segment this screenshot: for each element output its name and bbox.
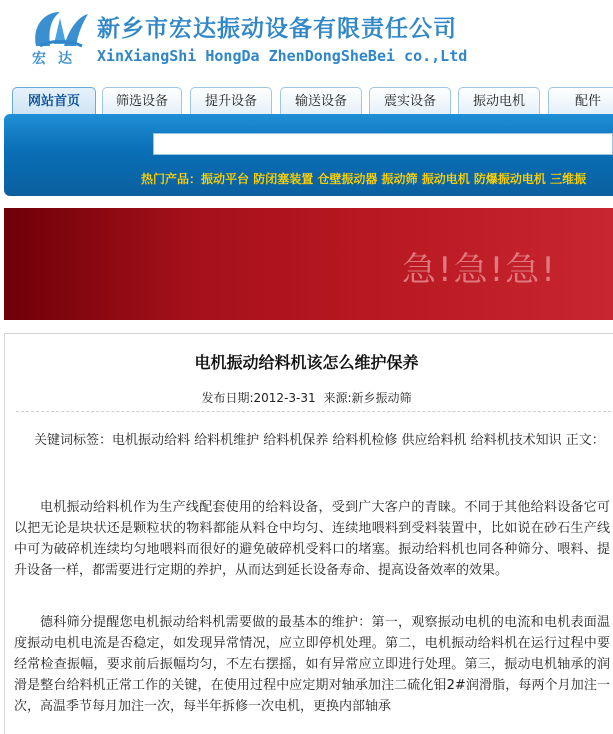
publish-date: 发布日期:2012-3-31 (201, 391, 316, 405)
site-header (0, 0, 613, 84)
divider (16, 411, 613, 412)
tab-compacting[interactable]: 震实设备 (369, 87, 451, 114)
article-paragraph-2: 德科筛分提醒您电机振动给料机需要做的最基本的维护：第一，观察振动电机的电流和电机表面温度振动电机电流是否稳定，如发现异常情况，应立即停机处理。第二，电机振动给料机在运行过程中要经常检查振幅，要求前后振幅均匀，不左右摆摇，如有异常应立即进行处理。第三，振动电机轴承的润滑是整台给料机正常工作的关键，在使用过程中应定期对轴承加注二硫化钼2#润滑脂，每两个月加注一次，高温季节每月加注一次，每半年拆修一次电机，更换内部轴承 (14, 615, 610, 714)
logo-text: 宏达 (32, 51, 84, 67)
hot-products-label: 热门产品： (141, 172, 202, 186)
hot-products (141, 170, 586, 187)
banner-text: 急!急!急! (402, 250, 557, 290)
main-nav (0, 84, 613, 114)
tab-lifting[interactable]: 提升设备 (190, 87, 272, 114)
hot-products-links[interactable]: 振动平台 防闭塞装置 仓壁振动器 振动筛 振动电机 防爆振动电机 三维振 (201, 172, 587, 186)
article-title: 电机振动给料机该怎么维护保养 (194, 353, 419, 372)
tab-screening[interactable]: 筛选设备 (102, 87, 182, 114)
tab-parts[interactable]: 配件 (548, 87, 613, 114)
keywords: 关键词标签：电机振动给料 给料机维护 给料机保养 给料机检修 供应给料机 给料机技术知识 正文： (34, 433, 605, 448)
company-name-en: XinXiangShi HongDa ZhenDongSheBei co.,Ltd (97, 47, 468, 65)
search-input[interactable] (153, 133, 613, 155)
tab-conveying[interactable]: 输送设备 (280, 87, 362, 114)
article-source: 来源:新乡振动筛 (323, 391, 412, 405)
article-paragraph-1: 电机振动给料机作为生产线配套使用的给料设备，受到广大客户的青睐。不同于其他给料设备它可以把无论是块状还是颗粒状的物料都能从料仓中均匀、连续地喂料到受料装置中，比如说在砂石生产线中可为破碎机连续均匀地喂料而很好的避免破碎机受料口的堵塞。振动给料机也同各种筛分、喂料、提升设备一样，都需要进行定期的养护，从而达到延长设备寿命、提高设备效率的效果。 (14, 500, 610, 578)
company-name-cn: 新乡市宏达振动设备有限责任公司 (97, 16, 457, 42)
article-meta (0, 389, 613, 406)
tab-vibration-motor[interactable]: 振动电机 (458, 87, 540, 114)
tab-home[interactable]: 网站首页 (12, 87, 96, 114)
